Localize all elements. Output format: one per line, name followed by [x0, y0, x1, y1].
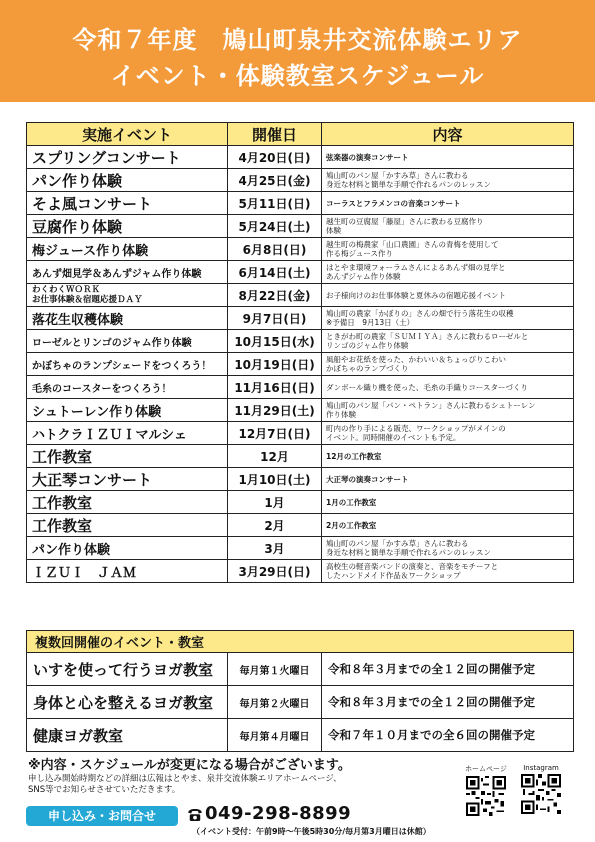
event-name: ローゼルとリンゴのジャム作り体験: [27, 330, 228, 353]
event-description: 大正琴の演奏コンサート: [322, 468, 574, 491]
event-description: 弦楽器の演奏コンサート: [322, 146, 574, 169]
table-row: [27, 719, 574, 752]
recurring-events-table: [26, 630, 574, 752]
table-row: [27, 560, 574, 583]
phone-number[interactable]: 049-298-8899: [205, 803, 352, 824]
event-name: あんず畑見学＆あんずジャム作り体験: [27, 261, 228, 284]
event-name: 梅ジュース作り体験: [27, 238, 228, 261]
event-name: パン作り体験: [27, 537, 228, 560]
table-row: [27, 192, 574, 215]
event-description: ダンボール織り機を使った、毛糸の手織りコースターづくり: [322, 376, 574, 399]
reception-hours: （イベント受付：午前9時〜午後5時30分/毎月第3月曜日は休館）: [192, 827, 431, 836]
recurring-header-row: [27, 631, 574, 653]
table-row: [27, 491, 574, 514]
table-row: [27, 422, 574, 445]
event-description: 鳩山町のパン屋「かすみ草」さんに教わる 身近な材料と簡単な手順で作れるパンのレッスン: [322, 169, 574, 192]
class-description: 令和８年３月までの全１２回の開催予定: [322, 686, 574, 719]
event-date: 3月29日(日): [228, 560, 322, 583]
class-frequency: 毎月第４月曜日: [228, 719, 322, 752]
class-description: 令和８年３月までの全１２回の開催予定: [322, 653, 574, 686]
class-frequency: 毎月第１火曜日: [228, 653, 322, 686]
recurring-heading: 複数回開催のイベント・教室: [27, 631, 574, 653]
event-name: 豆腐作り体験: [27, 215, 228, 238]
event-description: 越生町の梅農家「山口農園」さんの青梅を使用して 作る梅ジュース作り: [322, 238, 574, 261]
event-date: 6月14日(土): [228, 261, 322, 284]
event-description: 越生町の豆腐屋「藤屋」さんに教わる豆腐作り 体験: [322, 215, 574, 238]
table-row: [27, 330, 574, 353]
class-name: 健康ヨガ教室: [27, 719, 228, 752]
event-name: パン作り体験: [27, 169, 228, 192]
table-row: [27, 686, 574, 719]
class-name: 身体と心を整えるヨガ教室: [27, 686, 228, 719]
event-date: 11月29日(土): [228, 399, 322, 422]
event-description: コーラスとフラメンコの音楽コンサート: [322, 192, 574, 215]
instagram-qr-label: Instagram: [523, 764, 559, 772]
event-name: 工作教室: [27, 445, 228, 468]
event-name: 工作教室: [27, 491, 228, 514]
homepage-qr-label: ホームページ: [465, 765, 507, 773]
event-date: 8月22日(金): [228, 284, 322, 307]
event-date: 12月7日(日): [228, 422, 322, 445]
event-date: 11月16日(日): [228, 376, 322, 399]
event-date: 12月: [228, 445, 322, 468]
event-description: 風船やお花紙を使った、かわいい＆ちょっぴりこわい かぼちゃのランプづくり: [322, 353, 574, 376]
event-name: 落花生収穫体験: [27, 307, 228, 330]
info-note: 申し込み開始時期などの詳細は広報はとやま、泉井交流体験エリアホームページ、 SNS等でお知らせさせていただきます。: [28, 774, 342, 795]
page-header: [0, 0, 595, 102]
event-description: お子様向けのお仕事体験と夏休みの宿題応援イベント: [322, 284, 574, 307]
page-title: 令和７年度 鳩山町泉井交流体験エリア: [72, 26, 523, 54]
table-row: [27, 261, 574, 284]
class-name: いすを使って行うヨガ教室: [27, 653, 228, 686]
event-description: ときがわ町の農家「ＳＵＭＩＹＡ」さんに教わるローゼルと リンゴのジャム作り体験: [322, 330, 574, 353]
event-date: 2月: [228, 514, 322, 537]
schedule-table: [26, 122, 574, 583]
phone-icon: [186, 806, 204, 824]
event-date: 10月15日(水): [228, 330, 322, 353]
homepage-qr-block[interactable]: [458, 764, 514, 816]
event-date: 1月: [228, 491, 322, 514]
table-row: [27, 445, 574, 468]
table-row: [27, 376, 574, 399]
event-description: 2月の工作教室: [322, 514, 574, 537]
event-date: 1月10日(土): [228, 468, 322, 491]
event-name: スプリングコンサート: [27, 146, 228, 169]
table-row: [27, 284, 574, 307]
event-description: 鳩山町の農家「かぼりの」さんの畑で行う落花生の収穫 ※予備日 9月13日（土）: [322, 307, 574, 330]
event-description: はとやま環境フォーラムさんによるあんず畑の見学と あんずジャム作り体験: [322, 261, 574, 284]
event-date: 6月8日(日): [228, 238, 322, 261]
column-header-date: 開催日: [228, 123, 322, 146]
event-date: 4月20日(日): [228, 146, 322, 169]
event-description: 高校生の軽音楽バンドの演奏と、音楽をモチーフと したハンドメイド作品＆ワークショップ: [322, 560, 574, 583]
event-name: ＩＺＵＩ ＪＡＭ: [27, 560, 228, 583]
event-name: 毛糸のコースターをつくろう！: [27, 376, 228, 399]
homepage-qr-code-icon[interactable]: [466, 776, 506, 816]
table-row: [27, 514, 574, 537]
table-row: [27, 238, 574, 261]
class-frequency: 毎月第２火曜日: [228, 686, 322, 719]
page-subtitle: イベント・体験教室スケジュール: [110, 62, 485, 90]
event-date: 3月: [228, 537, 322, 560]
event-name: そよ風コンサート: [27, 192, 228, 215]
event-date: 9月7日(日): [228, 307, 322, 330]
event-date: 4月25日(金): [228, 169, 322, 192]
table-row: [27, 653, 574, 686]
instagram-qr-code-icon[interactable]: [521, 774, 561, 814]
schedule-header-row: [27, 123, 574, 146]
event-description: 1月の工作教室: [322, 491, 574, 514]
instagram-qr-block[interactable]: [513, 764, 569, 814]
event-date: 5月11日(日): [228, 192, 322, 215]
column-header-event: 実施イベント: [27, 123, 228, 146]
event-name: ハトクラＩＺＵＩマルシェ: [27, 422, 228, 445]
event-name: かぼちゃのランプシェードをつくろう！: [27, 353, 228, 376]
table-row: [27, 307, 574, 330]
event-description: 鳩山町のパン屋「パン・ペトラン」さんに教わるシュトーレン 作り体験: [322, 399, 574, 422]
event-name: 工作教室: [27, 514, 228, 537]
event-date: 5月24日(土): [228, 215, 322, 238]
event-name: シュトーレン作り体験: [27, 399, 228, 422]
table-row: [27, 468, 574, 491]
table-row: [27, 215, 574, 238]
contact-button[interactable]: 申し込み・お問合せ: [26, 806, 178, 826]
table-row: [27, 169, 574, 192]
table-row: [27, 353, 574, 376]
class-description: 令和７年１０月までの全６回の開催予定: [322, 719, 574, 752]
event-description: 鳩山町のパン屋「かすみ草」さんに教わる 身近な材料と簡単な手順で作れるパンのレッスン: [322, 537, 574, 560]
event-name: わくわくＷＯＲＫ お仕事体験＆宿題応援ＤＡＹ: [27, 284, 228, 307]
event-date: 10月19日(日): [228, 353, 322, 376]
event-name: 大正琴コンサート: [27, 468, 228, 491]
table-row: [27, 146, 574, 169]
table-row: [27, 399, 574, 422]
column-header-content: 内容: [322, 123, 574, 146]
table-row: [27, 537, 574, 560]
event-description: 12月の工作教室: [322, 445, 574, 468]
schedule-change-notice: ※内容・スケジュールが変更になる場合がございます。: [28, 758, 351, 773]
event-description: 町内の作り手による販売、ワークショップがメインの イベント。同時開催のイベントも予定。: [322, 422, 574, 445]
